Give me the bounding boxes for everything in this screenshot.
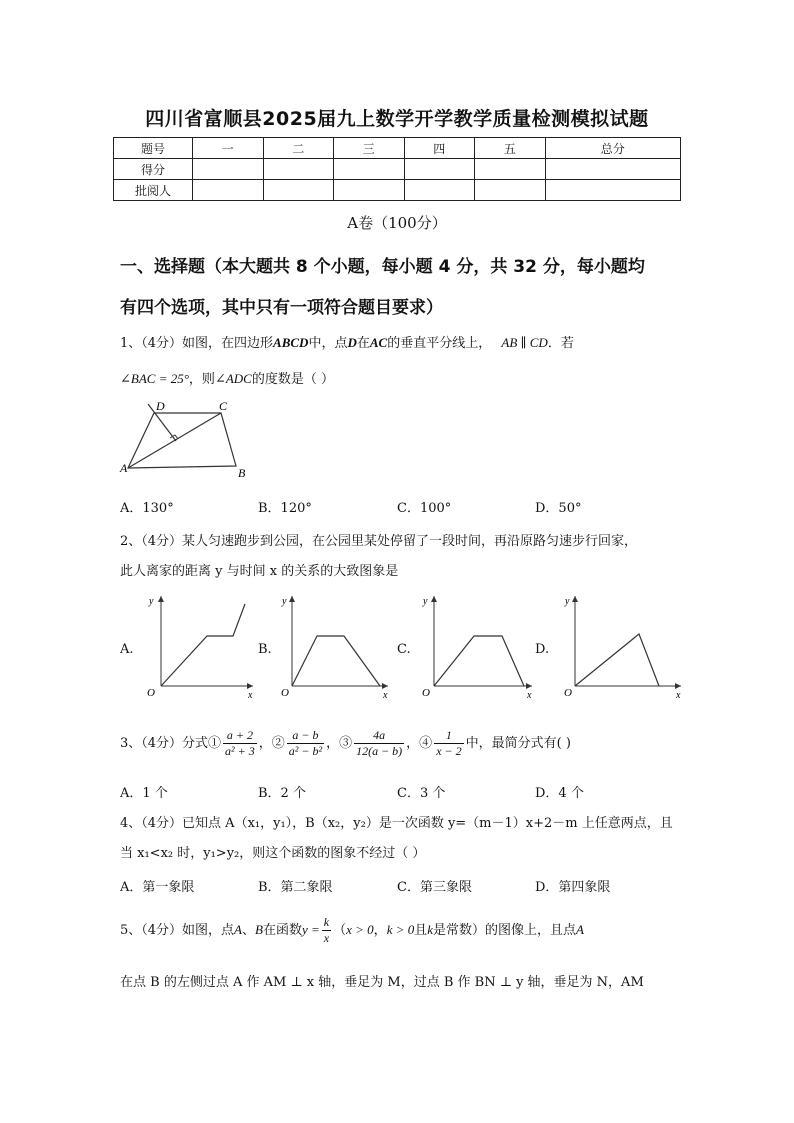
table-cell: 题号 — [114, 138, 193, 159]
q3-option-a[interactable]: A．1 个 — [120, 786, 168, 801]
q2-line1: 2、（4分）某人匀速跑步到公园，在公园里某处停留了一段时间，再沿原路匀速步行回家， — [120, 534, 638, 549]
graph-line — [292, 636, 380, 686]
label-a: A — [120, 461, 128, 475]
axis-y-label: y — [423, 596, 428, 607]
origin-label: O — [147, 687, 155, 699]
score-input-cell[interactable] — [404, 159, 475, 180]
q4-option-b[interactable]: B．第二象限 — [258, 880, 333, 895]
q1-text: 的垂直平分线上， — [387, 336, 492, 351]
q1-option-a[interactable]: A．130° — [120, 501, 174, 516]
q5-text: 在函数 — [262, 923, 302, 938]
reviewer-input-cell[interactable] — [475, 180, 546, 201]
q2-graph-d[interactable] — [563, 592, 685, 700]
q1-abcd: ABCD — [273, 335, 309, 350]
q1-option-b[interactable]: B．120° — [258, 501, 312, 516]
reviewer-input-cell[interactable] — [545, 180, 681, 201]
q1-ac: AC — [369, 335, 388, 350]
origin-label: O — [564, 687, 572, 699]
label-d: D — [156, 399, 165, 413]
q2-graph-b[interactable] — [280, 592, 392, 700]
q1-text: 在 — [356, 336, 370, 351]
q2-line2: 此人离家的距离 y 与时间 x 的关系的大致图象是 — [120, 564, 399, 579]
q4-line1: 4、（4分）已知点 A（x₁，y₁），B（x₂，y₂）是一次函数 y=（m－1）x+2－m 上任意两点，且 — [120, 816, 673, 831]
q3-fraction-1 — [223, 728, 257, 759]
table-cell: 五 — [475, 138, 546, 159]
axis-y-label: y — [282, 596, 287, 607]
q1-text: 中，点 — [308, 336, 348, 351]
q1-angle: ∠BAC = 25° — [120, 371, 189, 386]
q5-text: 是常数）的图像上，且点 — [433, 923, 577, 938]
q4-option-d[interactable]: D．第四象限 — [535, 880, 611, 895]
part-heading-line1: 一、选择题（本大题共 8 个小题，每小题 4 分，共 32 分，每小题均 — [120, 257, 645, 277]
q5-prefix: 5、（4分）如图，点 — [120, 923, 235, 938]
q5-k: k — [427, 922, 434, 937]
part-heading-line2: 有四个选项，其中只有一项符合题目要求） — [120, 298, 443, 318]
q5-b: B — [255, 922, 263, 937]
axis-x-label: x — [383, 690, 388, 700]
label-c: C — [219, 399, 228, 413]
score-table — [113, 137, 681, 201]
graph-line — [434, 636, 524, 686]
q2-option-a-label[interactable]: A. — [120, 642, 134, 657]
q3-prefix: 3、（4分）分式① — [120, 736, 222, 751]
table-cell: 得分 — [114, 159, 193, 180]
q1-adc: ∠ADC — [214, 371, 252, 386]
axis-x-label: x — [527, 690, 532, 700]
q4-option-c[interactable]: C．第三象限 — [397, 880, 472, 895]
reviewer-input-cell[interactable] — [404, 180, 475, 201]
q5-fraction — [322, 915, 331, 946]
q2-option-d-label[interactable]: D. — [535, 642, 550, 657]
q1-d: D — [347, 335, 357, 350]
section-label: A卷（100分） — [347, 214, 447, 232]
q5-y-eq: y = — [301, 922, 320, 937]
fraction-numerator: 1 — [434, 728, 463, 744]
fraction-numerator: a + 2 — [223, 728, 257, 744]
reviewer-input-cell[interactable] — [263, 180, 334, 201]
q1-stem-line2 — [120, 370, 334, 389]
graph-line — [161, 604, 245, 686]
q3-suffix: 中，最简分式有( ) — [465, 736, 571, 751]
table-cell: 四 — [404, 138, 475, 159]
q1-text: ．若 — [547, 336, 574, 351]
fraction-numerator: a − b — [287, 728, 324, 744]
q1-option-d[interactable]: D．50° — [535, 501, 582, 516]
q1-text: ，则 — [188, 372, 215, 387]
axis-y-label: y — [149, 596, 154, 607]
q3-option-d[interactable]: D．4 个 — [535, 786, 584, 801]
q1-figure — [118, 398, 258, 480]
q3-sep: ，② — [258, 736, 285, 751]
quadrilateral-abcd — [128, 413, 236, 468]
q5-text: （ — [333, 923, 347, 938]
axis-x-label: x — [676, 690, 681, 700]
score-input-cell[interactable] — [193, 159, 264, 180]
fraction-numerator: 4a — [354, 728, 404, 744]
table-cell: 三 — [334, 138, 405, 159]
fraction-denominator: a² − b² — [288, 744, 323, 758]
fraction-denominator: a² + 3 — [225, 744, 255, 758]
q3-option-b[interactable]: B．2 个 — [258, 786, 306, 801]
q5-a: A — [234, 922, 242, 937]
label-b: B — [238, 466, 246, 480]
diagonal-ac — [128, 413, 221, 468]
origin-label: O — [281, 687, 289, 699]
q3-sep: ，③ — [326, 736, 353, 751]
q2-graph-a[interactable] — [145, 592, 257, 700]
q5-text: 且 — [414, 923, 428, 938]
q3-option-c[interactable]: C．3 个 — [397, 786, 446, 801]
reviewer-row — [114, 180, 681, 201]
table-cell: 二 — [263, 138, 334, 159]
q1-option-c[interactable]: C．100° — [397, 501, 452, 516]
q1-stem — [120, 334, 574, 353]
reviewer-input-cell[interactable] — [193, 180, 264, 201]
q1-prefix: 1、（4分）如图，在四边形 — [120, 336, 274, 351]
q4-option-a[interactable]: A．第一象限 — [120, 880, 195, 895]
reviewer-input-cell[interactable] — [334, 180, 405, 201]
score-row — [114, 159, 681, 180]
score-table-header-row — [114, 138, 681, 159]
axis-y-label: y — [565, 596, 570, 607]
score-input-cell[interactable] — [475, 159, 546, 180]
q5-cond: x > 0 — [346, 922, 374, 937]
exam-title: 四川省富顺县2025届九上数学开学教学质量检测模拟试题 — [145, 108, 649, 130]
q5-text: ， — [373, 923, 387, 938]
axis-x-label: x — [248, 690, 253, 700]
q4-line2: 当 x₁<x₂ 时，y₁>y₂，则这个函数的图象不经过（ ） — [120, 846, 426, 861]
score-input-cell[interactable] — [263, 159, 334, 180]
q5-stem — [120, 910, 584, 951]
q5-cond2: k > 0 — [386, 922, 415, 937]
fraction-denominator: 12(a − b) — [356, 744, 403, 758]
q5-a2: A — [576, 922, 584, 937]
table-cell: 一 — [193, 138, 264, 159]
graph-line — [575, 634, 659, 686]
q2-option-c-label[interactable]: C. — [397, 642, 411, 657]
fraction-denominator: x − 2 — [436, 744, 462, 758]
table-cell: 批阅人 — [114, 180, 193, 201]
q5-line2: 在点 B 的左侧过点 A 作 AM ⊥ x 轴，垂足为 M，过点 B 作 BN ⊥ y 轴，垂足为 N，AM — [120, 975, 644, 990]
table-cell: 总分 — [545, 138, 681, 159]
q3-sep: ，④ — [406, 736, 433, 751]
q1-parallel: AB ∥ CD — [501, 335, 548, 350]
q3-fraction-2 — [287, 728, 324, 759]
q2-graph-c[interactable] — [420, 592, 536, 700]
q1-text: 的度数是（ ） — [251, 372, 334, 387]
fraction-numerator: k — [323, 915, 330, 929]
q3-fraction-3 — [354, 728, 404, 759]
q3-fraction-4 — [434, 728, 463, 759]
origin-label: O — [422, 687, 430, 699]
q2-option-b-label[interactable]: B. — [258, 642, 272, 657]
fraction-denominator: x — [323, 931, 330, 945]
score-input-cell[interactable] — [545, 159, 681, 180]
q5-text: 、 — [242, 923, 256, 938]
score-input-cell[interactable] — [334, 159, 405, 180]
q3-stem — [120, 724, 571, 764]
